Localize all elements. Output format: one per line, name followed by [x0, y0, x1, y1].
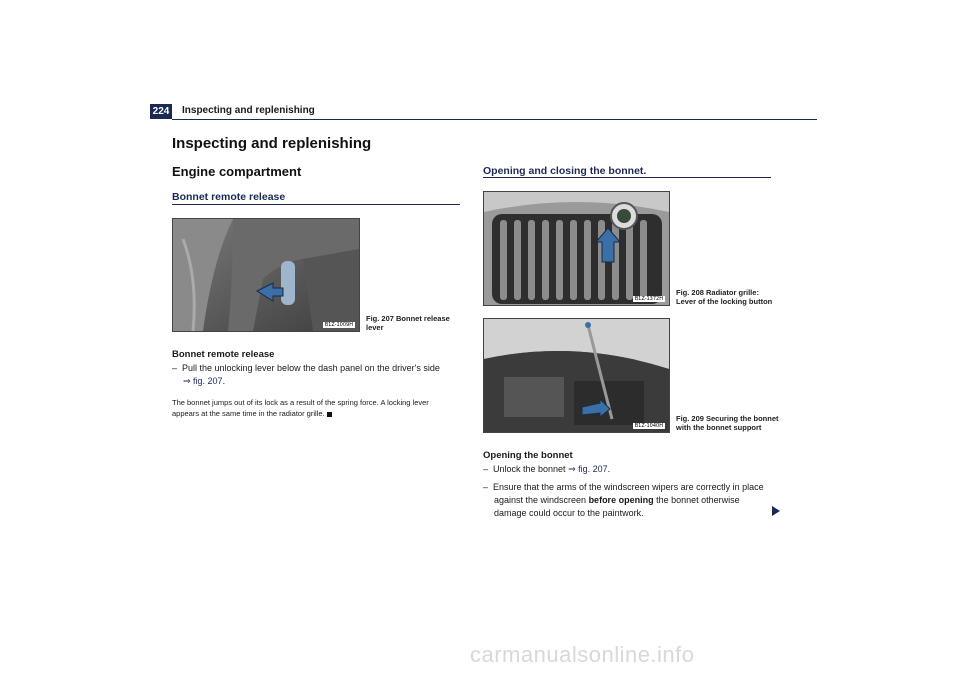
instruction-step: – Unlock the bonnet ⇒ fig. 207. — [483, 464, 611, 474]
caption-line: Fig. 207 Bonnet release — [366, 314, 450, 323]
figure-208-radiator-grille — [483, 191, 670, 306]
caption-line: Fig. 208 Radiator grille: — [676, 288, 759, 297]
header-rule — [172, 119, 817, 120]
note-line: appears at the same time in the radiator grille. — [172, 409, 325, 418]
subsection-title-opening-bonnet: Opening and closing the bonnet. — [483, 165, 647, 177]
figure-code: B1Z-1040H — [634, 423, 663, 429]
note-text — [172, 397, 462, 419]
note-line: The bonnet jumps out of its lock as a result of the spring force. A locking lever — [172, 398, 429, 407]
figure-reference-link[interactable]: ⇒ fig. 207 — [568, 464, 608, 474]
watermark: carmanualsonline.info — [470, 642, 695, 667]
caption-line: Lever of the locking button — [676, 297, 773, 306]
subsection-rule — [483, 177, 771, 178]
section-end-mark — [327, 412, 332, 417]
instruction-step: – Ensure that the arms of the windscreen wipers are correctly in place against the windscreen before opening the bonnet otherwise damage could occur to the paintwork. — [483, 481, 778, 520]
running-title: Inspecting and replenishing — [182, 105, 315, 116]
figure-207-bonnet-release-lever — [172, 218, 360, 332]
paragraph-title: Bonnet remote release — [172, 349, 275, 360]
figure-208-caption — [676, 288, 772, 306]
caption-line: lever — [366, 323, 384, 332]
subsection-rule — [172, 204, 460, 205]
figure-code: B1Z-1372H — [634, 296, 663, 302]
page-number: 224 — [150, 104, 172, 119]
figure-reference-link[interactable]: ⇒ fig. 207 — [183, 376, 223, 386]
figure-209-bonnet-support — [483, 318, 670, 433]
figure-code: B1Z-1009H — [324, 322, 353, 328]
caption-line: Fig. 209 Securing the bonnet — [676, 414, 779, 423]
emphasis-text: before opening — [588, 495, 654, 505]
figure-207-caption — [366, 314, 450, 332]
step-text: . — [222, 376, 226, 386]
step-text: . — [607, 464, 611, 474]
paragraph-title: Opening the bonnet — [483, 450, 573, 461]
step-text: against the windscreen — [494, 495, 589, 505]
page-title: Inspecting and replenishing — [172, 135, 372, 152]
subsection-title-bonnet-release: Bonnet remote release — [172, 191, 286, 203]
instruction-step: – Pull the unlocking lever below the dash panel on the driver's side ⇒ fig. 207. — [172, 363, 440, 386]
step-text: Ensure that the arms of the windscreen wipers are correctly in place — [493, 482, 764, 492]
figure-209-caption — [676, 414, 779, 432]
step-text: Pull the unlocking lever below the dash panel on the driver's side — [182, 363, 440, 373]
step-text: the bonnet otherwise — [653, 495, 740, 505]
step-text: damage could occur to the paintwork. — [494, 508, 644, 518]
step-text: Unlock the bonnet — [493, 464, 569, 474]
section-title: Engine compartment — [172, 164, 302, 179]
caption-line: with the bonnet support — [676, 423, 762, 432]
continue-arrow-icon[interactable] — [772, 506, 780, 516]
